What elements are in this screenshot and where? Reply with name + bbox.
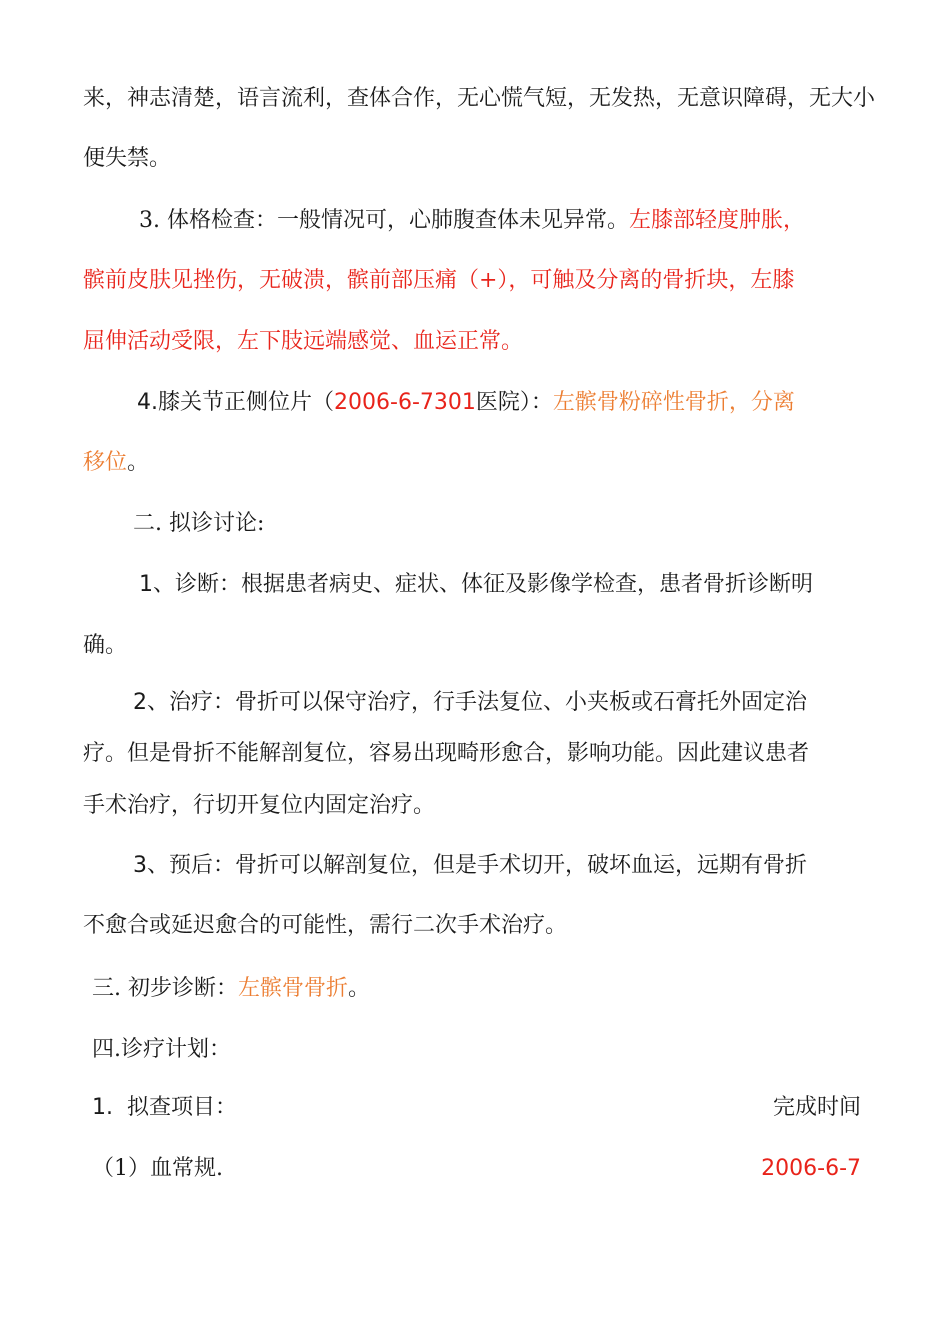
xray-period: 。	[127, 450, 150, 475]
xray-hospital: 医院）：	[475, 390, 553, 415]
diagnosis-value: 左髌骨骨折	[238, 976, 349, 1001]
plan-row1-date: 2006-6-7	[761, 1156, 861, 1181]
xray-result-2: 移位	[83, 450, 128, 475]
discussion-item1-text: 、诊断：根据患者病史、症状、体征及影像学检查，患者骨折诊断明	[153, 572, 814, 597]
discussion-heading: 二. 拟诊讨论:	[133, 511, 265, 536]
exam-finding-2: 髌前皮肤见挫伤，无破溃，髌前部压痛（+），可触及分离的骨折块，左膝	[83, 268, 795, 293]
discussion-item3-line1	[133, 851, 807, 881]
diagnosis-label: 三. 初步诊断：	[92, 976, 238, 1001]
intro-line-1: 来，神志清楚，语言流利，查体合作，无心慌气短，无发热，无意识障碍，无大小	[83, 86, 876, 111]
discussion-item3-text: 、预后：骨折可以解剖复位，但是手术切开，破坏血运，远期有骨折	[147, 853, 808, 878]
discussion-item2-line1	[133, 688, 807, 718]
plan-item-label: 拟查项目：	[127, 1095, 238, 1120]
plan-heading: 四.诊疗计划：	[92, 1037, 231, 1062]
diagnosis-line	[92, 974, 370, 1004]
intro-line-2: 便失禁。	[83, 146, 172, 171]
discussion-item1-line1	[139, 570, 813, 600]
xray-num: 4.	[137, 390, 158, 415]
exam-finding-3: 屈伸活动受限，左下肢远端感觉、血运正常。	[83, 329, 524, 354]
discussion-item3-line2: 不愈合或延迟愈合的可能性，需行二次手术治疗。	[83, 913, 568, 938]
exam-line-1	[139, 206, 805, 236]
discussion-item1-num: 1	[139, 572, 153, 597]
exam-label: 3. 体格检查：一般情况可，心肺腹查体未见异常。	[139, 208, 629, 233]
plan-item-line	[92, 1093, 237, 1123]
discussion-item3-num: 3	[133, 853, 147, 878]
xray-label: 膝关节正侧位片（	[158, 390, 335, 415]
xray-ref: 2006-6-7301	[334, 390, 476, 415]
xray-line-2	[83, 448, 149, 478]
discussion-item2-line3: 手术治疗，行切开复位内固定治疗。	[83, 793, 436, 818]
discussion-item1-line2: 确。	[83, 633, 128, 658]
diagnosis-period: 。	[348, 976, 371, 1001]
xray-line-1	[137, 388, 795, 418]
plan-row1-label: （1）血常规.	[92, 1156, 223, 1181]
discussion-item2-line2: 疗。但是骨折不能解剖复位，容易出现畸形愈合，影响功能。因此建议患者	[83, 741, 810, 766]
plan-item-num: 1.	[92, 1095, 113, 1120]
plan-col-header: 完成时间	[772, 1095, 861, 1120]
discussion-item2-num: 2	[133, 690, 147, 715]
xray-result-1: 左髌骨粉碎性骨折，分离	[552, 390, 795, 415]
discussion-item2-text: 、治疗：骨折可以保守治疗，行手法复位、小夹板或石膏托外固定治	[147, 690, 808, 715]
exam-finding-1: 左膝部轻度肿胀，	[629, 208, 806, 233]
